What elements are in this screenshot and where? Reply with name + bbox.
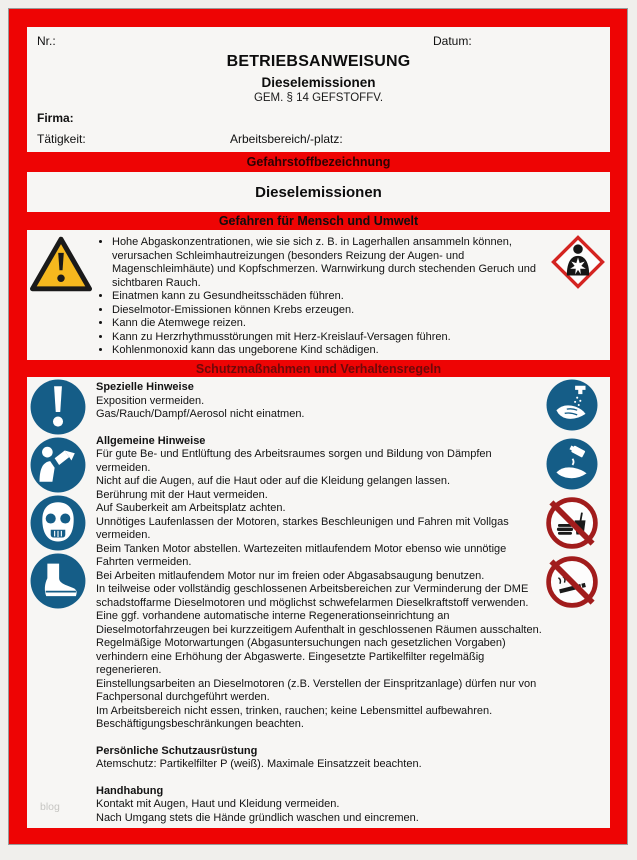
betriebsanweisung-document <box>8 8 628 845</box>
section-heading-gefahren: Gefahren für Mensch und Umwelt <box>218 214 419 228</box>
measure-line: Bei Arbeiten mitlaufendem Motor nur im freien oder Abgasabsaugung benutzen. <box>96 569 485 582</box>
datum-label: Datum: <box>433 34 472 48</box>
mandatory-general-icon <box>30 379 86 435</box>
firma-label: Firma: <box>37 111 74 125</box>
regulation-reference: GEM. § 14 GEFSTOFFV. <box>253 92 384 104</box>
measure-line: Beschäftigungsbeschränkungen beachten. <box>96 718 304 730</box>
read-instructions-icon <box>30 437 86 493</box>
watermark-text: blog <box>40 801 60 813</box>
ghs08-health-hazard-icon <box>550 234 606 290</box>
hazard-item: • Kohlenmonoxid kann das ungeborene Kind schädigen. <box>112 344 554 358</box>
measure-line: Regelmäßige Motorwartungen (Abgasuntersuchungen nach gesetzlichen Vorgaben) verhindern eine Erhöhung der Abgaswerte. Eingesetzte Partikelfilter regelmäßig regenerieren. <box>96 637 506 676</box>
hazard-item: • Kann die Atemwege reizen. <box>112 317 554 331</box>
section-heading-schutzmassnahmen: Schutzmaßnahmen und Verhaltensregeln <box>195 361 442 376</box>
header-box <box>27 27 610 152</box>
hazard-item: • Dieselmotor-Emissionen können Krebs erzeugen. <box>112 304 554 318</box>
hazard-item: • Einatmen kann zu Gesundheitsschäden führen. <box>112 290 554 304</box>
substance-name-box <box>27 172 610 212</box>
measures-block-handhabung <box>96 785 543 826</box>
hazards-box <box>27 230 610 360</box>
arbeitsbereich-label: Arbeitsbereich/-platz: <box>230 132 343 146</box>
hygiene-prohibition-icons-column <box>546 379 598 608</box>
nr-label: Nr.: <box>37 34 56 48</box>
measure-line: Nach Umgang stets die Hände gründlich waschen und eincremen. <box>96 811 419 824</box>
section-heading-gefahrstoffbezeichnung: Gefahrstoffbezeichnung <box>246 155 391 169</box>
respirator-mask-icon <box>30 495 86 551</box>
use-skin-cream-icon <box>546 438 598 490</box>
no-eating-drinking-icon <box>546 497 598 549</box>
no-smoking-icon <box>546 556 598 608</box>
measure-line: Exposition vermeiden. <box>96 394 205 407</box>
block-heading: Persönliche Schutzausrüstung <box>96 744 258 757</box>
measure-line: Eine ggf. vorhandene automatische interne Regenerationseinrichtung an Dieselmotorfahrzeugen bei kurzzeitigem Aufenthalt in geschlossenen Räumen ausschalten. <box>96 610 542 636</box>
wash-hands-icon <box>546 379 598 431</box>
measures-text-column <box>96 381 543 825</box>
measure-line: Berührung mit der Haut vermeiden. <box>96 488 268 501</box>
measure-line: Für gute Be- und Entlüftung des Arbeitsraumes sorgen und Bildung von Dämpfen vermeiden. <box>96 448 492 474</box>
block-heading: Allgemeine Hinweise <box>96 434 206 447</box>
document-title: BETRIEBSANWEISUNG <box>226 53 411 70</box>
substance-name: Dieselemissionen <box>255 183 382 201</box>
measures-block-allgemeine-hinweise <box>96 435 543 732</box>
safety-boots-icon <box>30 553 86 609</box>
taetigkeit-label: Tätigkeit: <box>37 132 86 146</box>
mandatory-icons-column <box>30 379 86 609</box>
block-heading: Spezielle Hinweise <box>96 381 194 393</box>
block-heading: Handhabung <box>96 784 164 797</box>
measure-line: Auf Sauberkeit am Arbeitsplatz achten. <box>96 502 286 514</box>
measure-line: In teilweise oder vollständig geschlossenen Arbeitsbereichen zur Verminderung der DME schadstoffarme Dieselmotoren und möglichst schwefelarmen Dieselkraftstoff verwenden. <box>96 583 529 609</box>
measure-line: Einstellungsarbeiten an Dieselmotoren (z.B. Verstellen der Einspritzanlage) dürfen nur von Fachpersonal durchgeführt werden. <box>96 677 537 703</box>
hazard-item: • Kann zu Herzrhythmusstörungen mit Herz-Kreislauf-Versagen führen. <box>112 331 554 345</box>
document-subtitle: Dieselemissionen <box>261 75 376 90</box>
hazard-item: • Hohe Abgaskonzentrationen, wie sie sich z. B. in Lagerhallen ansammeln können, verursachen Schleimhautreizungen (besonders Reizung der Augen- und Magenschleimhäute) und Kopfschmerzen. Warnwirkung durch stechenden Geruch und sichtbaren Rauch. <box>112 236 554 290</box>
measures-box <box>27 377 610 828</box>
measure-line: Gas/Rauch/Dampf/Aerosol nicht einatmen. <box>96 408 305 420</box>
measures-block-spezielle-hinweise <box>96 381 543 422</box>
hazard-list <box>95 236 554 358</box>
measure-line: Atemschutz: Partikelfilter P (weiß). Maximale Einsatzzeit beachten. <box>96 758 422 770</box>
warning-triangle-icon <box>30 235 92 293</box>
measures-block-schutzausruestung <box>96 745 543 772</box>
measure-line: Im Arbeitsbereich nicht essen, trinken, rauchen; keine Lebensmittel aufbewahren. <box>96 704 493 717</box>
measure-line: Unnötiges Laufenlassen der Motoren, starkes Beschleunigen und Fahren mit Vollgas vermeiden. <box>96 515 509 541</box>
measure-line: Nicht auf die Augen, auf die Haut oder auf die Kleidung gelangen lassen. <box>96 475 451 487</box>
measure-line: Kontakt mit Augen, Haut und Kleidung vermeiden. <box>96 798 340 810</box>
measure-line: Beim Tanken Motor abstellen. Wartezeiten mitlaufendem Motor ebenso wie unnötige Fahrten vermeiden. <box>96 542 507 568</box>
